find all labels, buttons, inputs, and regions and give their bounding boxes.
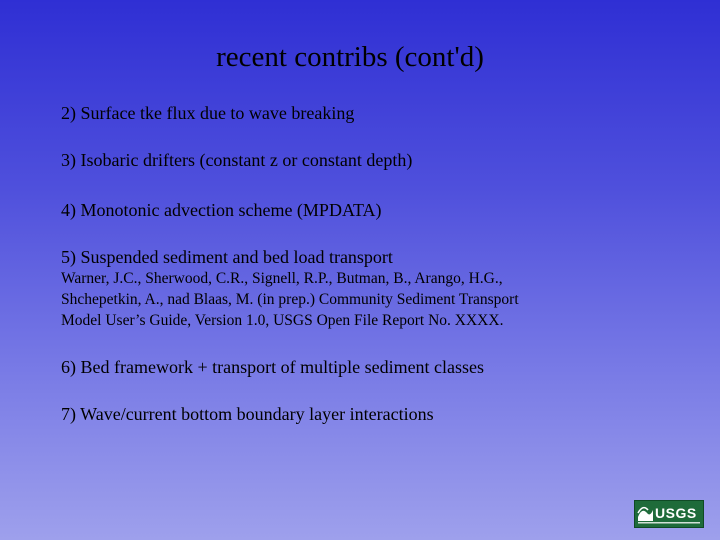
bullet-item-2: 2) Surface tke flux due to wave breaking bbox=[61, 103, 355, 123]
reference-line: Shchepetkin, A., nad Blaas, M. (in prep.) Community Sediment Transport bbox=[61, 291, 519, 308]
svg-text:USGS: USGS bbox=[655, 505, 697, 521]
bullet-item-7: 7) Wave/current bottom boundary layer interactions bbox=[61, 404, 434, 424]
bullet-item-5: 5) Suspended sediment and bed load transport bbox=[61, 247, 393, 267]
reference-line: Warner, J.C., Sherwood, C.R., Signell, R.P., Butman, B., Arango, H.G., bbox=[61, 270, 503, 287]
bullet-item-4: 4) Monotonic advection scheme (MPDATA) bbox=[61, 200, 382, 220]
reference-line: Model User’s Guide, Version 1.0, USGS Open File Report No. XXXX. bbox=[61, 312, 504, 329]
bullet-item-6: 6) Bed framework + transport of multiple sediment classes bbox=[61, 357, 485, 377]
usgs-logo-icon bbox=[634, 500, 704, 528]
reference-citation bbox=[61, 268, 519, 331]
slide-title: recent contribs (cont'd) bbox=[216, 41, 484, 73]
bullet-item-3: 3) Isobaric drifters (constant z or constant depth) bbox=[61, 150, 413, 170]
